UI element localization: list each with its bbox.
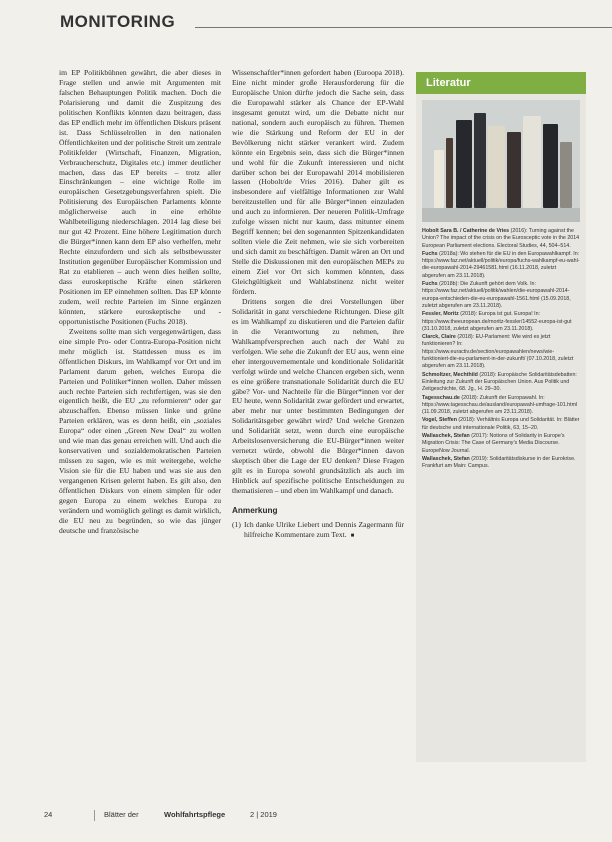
reference-author: Hobolt Sara B. / Catherine de Vries bbox=[422, 228, 510, 234]
reference-author: Wallaschek, Stefan bbox=[422, 455, 470, 462]
reference-entry bbox=[422, 281, 580, 310]
book-spine bbox=[543, 124, 558, 208]
section-title: MONITORING bbox=[60, 12, 176, 31]
reference-entry bbox=[422, 395, 580, 417]
book-spine bbox=[523, 116, 541, 208]
reference-entry bbox=[422, 417, 580, 432]
book-spine bbox=[434, 150, 444, 208]
reference-text: (2019): Solidaritätsdiskurse in der Eurokrise. Frankfurt am Main: Campus. bbox=[422, 455, 576, 470]
paragraph: Wissenschaftler*innen gefordert haben (Euroopa 2018). Eine nicht minder große Herausforderung für die Europäische Union dürfte jedoch die Sache sein, dass die Europawahl stärker als Chance der EP-Wahl insgesamt genutzt wird, um die Debatte nicht nur national, sondern auch europäisch zu führen. Themen wie die Stärkung und Reform der EU in der Bevölkerung nicht stärker verankert wird. Zudem könnte ein Ergebnis sein, dass sich die Bürger*innen und wohl für die Zukunft interessieren und nicht darüber schon bei der Europawahl 2014 mobilisieren lassen (Hobolt/de Vries 2016). Daher gilt es insbesondere auf vielfältige Informationen zur Wahl bereitzustellen und für alle Bürger*innen einzuladen und auch zu informieren. Der neueren Politik-Umfrage zufolge wissen nicht nur kaum, dass mitunter einem Begriff kennen; bei den sogenannten Spitzenkandidaten sollten viele die Zeit nehmen, wie sie sich vorbereiten und sich damit zu beschäftigen. Damit wären an Ort und Stelle die Diskussionen mit den europäischen MEPs zu einem Ziel vor Ort sich kommen könnten, dass Gleichgültigkeit und Wahlabstinenz nicht weiter fördern. bbox=[232, 68, 404, 296]
reference-entry bbox=[422, 311, 580, 333]
reference-text: (2018): Verhältnis Europa und Solidarität. In: Blätter für deutsche und internationale Politik, 63, 15–20. bbox=[422, 417, 580, 431]
reference-author: Vogel, Steffen bbox=[422, 417, 457, 424]
reference-author: Fuchs bbox=[422, 250, 438, 257]
reference-text: (2018): Europa ist gut. Europa! In: https://www.theeuropean.de/moritz-fessler/14552-europa-ist-gut (31.10.2018, zuletzt abgerufen am 23.11.2018). bbox=[422, 311, 572, 332]
page-number: 24 bbox=[44, 810, 53, 819]
reference-entry bbox=[422, 433, 580, 455]
notes-section bbox=[232, 506, 404, 542]
paragraph: Zweitens sollte man sich vergegenwärtigen, dass eine simple Pro- oder Contra-Europa-Position nicht mehr möglich ist. Stattdessen muss es im öffentlichen Diskurs, im Wahlkampf vor Ort und im Parlament darum gehen, welches Europa die Parteien und Politiker*innen wollen. Daher müssen auch rechte Parteien sich rechtfertigen, was sie den eigentlich heißt, die EU „zu reformieren“ oder gar abzuschaffen. Ebenso müssen linke und grüne Parteien erklären, was es denn heißt, ein „soziales Europa“ oder einen „Green New Deal“ zu wollen und wie man das genau erreichen will. Und auch die konservativen und sozialdemokratischen Parteien müssen zu sagen, wie es mit weitergehe, welche Vision sie für die EU haben und was sie aus den vergangenen Krisen gelernt haben. Es gilt also, den öffentlichen Diskurs von einem simplen für oder gegen Europa zu einem welches Europa zu verändern und womöglich gelingt es damit wirklich, die EU neu zu begründen, so wie das jünger deutsche und französische bbox=[59, 326, 221, 535]
reference-entry bbox=[422, 372, 580, 394]
reference-text: (2018): EU-Parlament: Wie wird es jetzt funktionieren? In: https://www.euractiv.de/section/europawahlen/news/wie-funktioniert-die-eu-parlament-in-der-zukunft/ (07.10.2018, zuletzt abgerufen am 23.11.2018). bbox=[422, 334, 574, 370]
reference-text: (2016): Turning against the Union? The impact of the crisis on the Eurosceptic vote in the 2014 European Parliament elections. Electoral Studies, 44, 504–514. bbox=[422, 228, 580, 249]
page-footer bbox=[44, 810, 584, 822]
note-item bbox=[232, 520, 404, 542]
reference-author: Schmoltzer, Mechthild bbox=[422, 371, 478, 378]
literature-header: Literatur bbox=[416, 72, 586, 94]
reference-author: Clarck, Claire bbox=[422, 334, 456, 341]
literature-sidebar bbox=[416, 72, 586, 762]
end-mark: ■ bbox=[350, 532, 355, 539]
reference-text: (2018): Zukunft der Europawahl. In: https://www.tagesschau.de/ausland/europawahl-umfrage-101.html (11.09.2018, zuletzt abgerufen am 23.11.2018). bbox=[422, 394, 578, 416]
book-spine bbox=[488, 126, 505, 208]
reference-text: (2017): Notions of Solidarity in Europe’s Migration Crisis: The Case of Germany’s Media Discourse. EuropeNow Journal. bbox=[422, 433, 565, 454]
reference-text: (2018a): Wo stehen für die EU in den Europawahlkampf. In: https://www.faz.net/aktuell/politik/europa/fuchs-wahlkampf-eu-wahl-die-europawahl-2014-29461581.html (16.11.2018, zuletzt abgerufen am 23.11.2018). bbox=[422, 250, 580, 279]
book-spine bbox=[474, 113, 486, 208]
notes-list bbox=[232, 520, 404, 542]
section-header bbox=[60, 12, 580, 34]
book-spine bbox=[456, 120, 472, 208]
text-column-middle bbox=[232, 68, 404, 542]
issue-number: 2 | 2019 bbox=[250, 810, 277, 819]
reference-author: Tagesschau.de bbox=[422, 394, 460, 401]
reference-entry bbox=[422, 251, 580, 280]
note-text: Ich danke Ulrike Liebert und Dennis Zagermann für hilfreiche Kommentare zum Text. bbox=[244, 519, 404, 539]
book-spine bbox=[560, 142, 572, 208]
column-middle-body bbox=[232, 68, 404, 496]
book-spine bbox=[446, 138, 453, 208]
paragraph: Drittens sorgen die drei Vorstellungen über Solidarität in ganz verschiedene Richtungen. Diese gilt es im Wahlkampf zu diskutieren und die Parteien dafür in die Verantwortung zu nehmen, ihre Wahlkampfversprechen auch nach der Wahl zu verfolgen. Wie sehe die Zukunft der EU aus, wenn eine eher intergouvernementale und konditionale Solidarität verfolgt würde und welche Chancen ergeben sich, wenn es eine größere transnationale Solidarität durch die EU gäbe? Vor- und Nachteile für die Bürger*innen vor der EU heute, wenn Solidarität zwar gefördert und erwartet, aber mehr nur unter bestimmten Bedingungen der Solidaritätsgeber gewährt wird? Und welche Grenzen und Solidarität setzt, wenn durch eine europäische Arbeitslosenversicherung die EU-Bürger*innen weiter vernetzt würde, obwohl die Bürger*innen davon skeptisch über die Lage der EU denken? Diese Fragen gilt es in Europa sowohl grundsätzlich als auch im Hinblick auf spezifische politische Entscheidungen zu thematisieren – und eben im Wahlkampf und danach. bbox=[232, 296, 404, 496]
header-rule bbox=[195, 27, 612, 28]
reference-text: (2018): Europäische Solidaritätsdebatten: Einleitung zur Zukunft der Europäischen Union. Aus Politik und Zeitgeschichte, 68. Jg., H. 29–30. bbox=[422, 371, 577, 393]
reference-author: Fuchs bbox=[422, 281, 438, 288]
reference-author: Wallaschek, Stefan bbox=[422, 433, 470, 440]
footer-rule bbox=[94, 810, 95, 821]
notes-title: Anmerkung bbox=[232, 505, 278, 515]
reference-text: (2018b): Die Zukunft gehört dem Volk. In: https://www.faz.net/aktuell/politik/wahlen/die-europawahl-2014-europa-entschieden-die-eu-europawahl-1561.html (15.09.2018, zuletzt abgerufen am 23.11.2018). bbox=[422, 281, 571, 309]
shelf bbox=[422, 208, 580, 222]
reference-list bbox=[416, 222, 586, 471]
books-image bbox=[422, 100, 580, 222]
reference-entry bbox=[422, 228, 580, 250]
journal-name: Wohlfahrtspflege bbox=[164, 810, 226, 819]
paragraph: im EP Politikbühnen gewährt, die aber dieses in Frage stellen und anwie mit Argumenten mit falschen Behauptungen Politik machen. Doch die Polarisierung und damit die Zuspitzung des politischen Konflikts könnten dazu beitragen, dass das EP endlich mehr im öffentlichen Diskurs präsent ist. Dass Schlüsselrollen in den nationalen Öffentlichkeiten und der politische Streit um zentrale Politikfelder (Wirtschaft, Finanzen, Migration, Verbraucherschutz, Digitales etc.) immer deutlicher machen, dass das EP bereits – trotz aller Einschränkungen – eine wichtige Rolle im europäischen Gesetzgebungsverfahren spielt. Die Politisierung des Europäischen Parlaments könnte möglicherweise auch in eine erhöhte Wahlbeteiligung niederschlagen. 2014 lag diese bei nur gut 42 Prozent. Eine höhere Legitimation durch die Bürger*innen kann dem EP also verhelfen, mehr Rechte einzufordern und sich als selbstbewusster Institution gegenüber Europäischer Kommission und Rat zu etablieren – auch wenn dies heißen sollte, dass euroskeptische Kräfte einen stärkeren Positionen im EP einnehmen sollten. Das EP könnte zudem, weil rechte Parteien im Sinne ergänzen könnten, stärkere euroskeptische und -opportunistische Positionen (Fuchs 2018). bbox=[59, 68, 221, 326]
note-number: (1) bbox=[232, 519, 241, 529]
reference-entry bbox=[422, 456, 580, 471]
book-spine bbox=[507, 132, 521, 208]
reference-entry bbox=[422, 334, 580, 370]
reference-author: Fessler, Moritz bbox=[422, 311, 459, 318]
journal-prefix: Blätter der bbox=[104, 810, 139, 819]
text-column-left bbox=[59, 68, 221, 536]
